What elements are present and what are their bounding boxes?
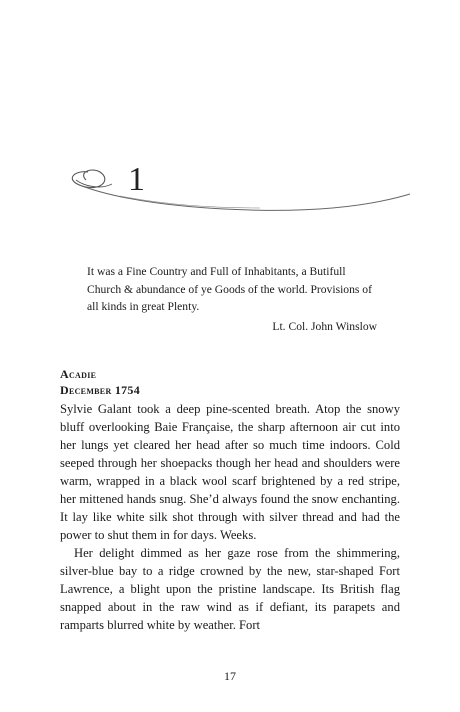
page-number: 17 [224,669,236,683]
chapter-flourish-ornament [60,150,420,230]
epigraph-text: It was a Fine Country and Full of Inhabitants, a Butifull Church & abundance of ye Goods of the world. Provisions of all kinds in great Plenty. [87,265,372,313]
paragraph-1: Sylvie Galant took a deep pine-scented breath. Atop the snowy bluff overlooking Baie Française, the sharp afternoon air cut into her lungs yet cleared her head after so much time indoors. Cold seeped through her shoepacks though her head and shoulders were warm, wrapped in a black wool scarf brightened by a red stripe, her mittened hands snug. She’d always found the snow enchanting. It lay like white silk shot through with silver thread and had the power to shut them in for days. Weeks. [60,402,400,542]
epigraph-attribution: Lt. Col. John Winslow [272,319,377,333]
setting-date: December 1754 [60,383,141,397]
paragraph-2: Her delight dimmed as her gaze rose from the shimmering, silver-blue bay to a ridge crowned by the new, star-shaped Fort Lawrence, a blight upon the pristine landscape. Its British flag snapped about in the raw wind as if defiant, its parapets and ramparts blurred white by weather. Fort [60,546,400,632]
setting-place: Acadie [60,367,97,381]
chapter-number: 1 [128,161,145,198]
scene-heading [60,366,400,398]
body-text [60,400,400,634]
epigraph [87,263,377,335]
